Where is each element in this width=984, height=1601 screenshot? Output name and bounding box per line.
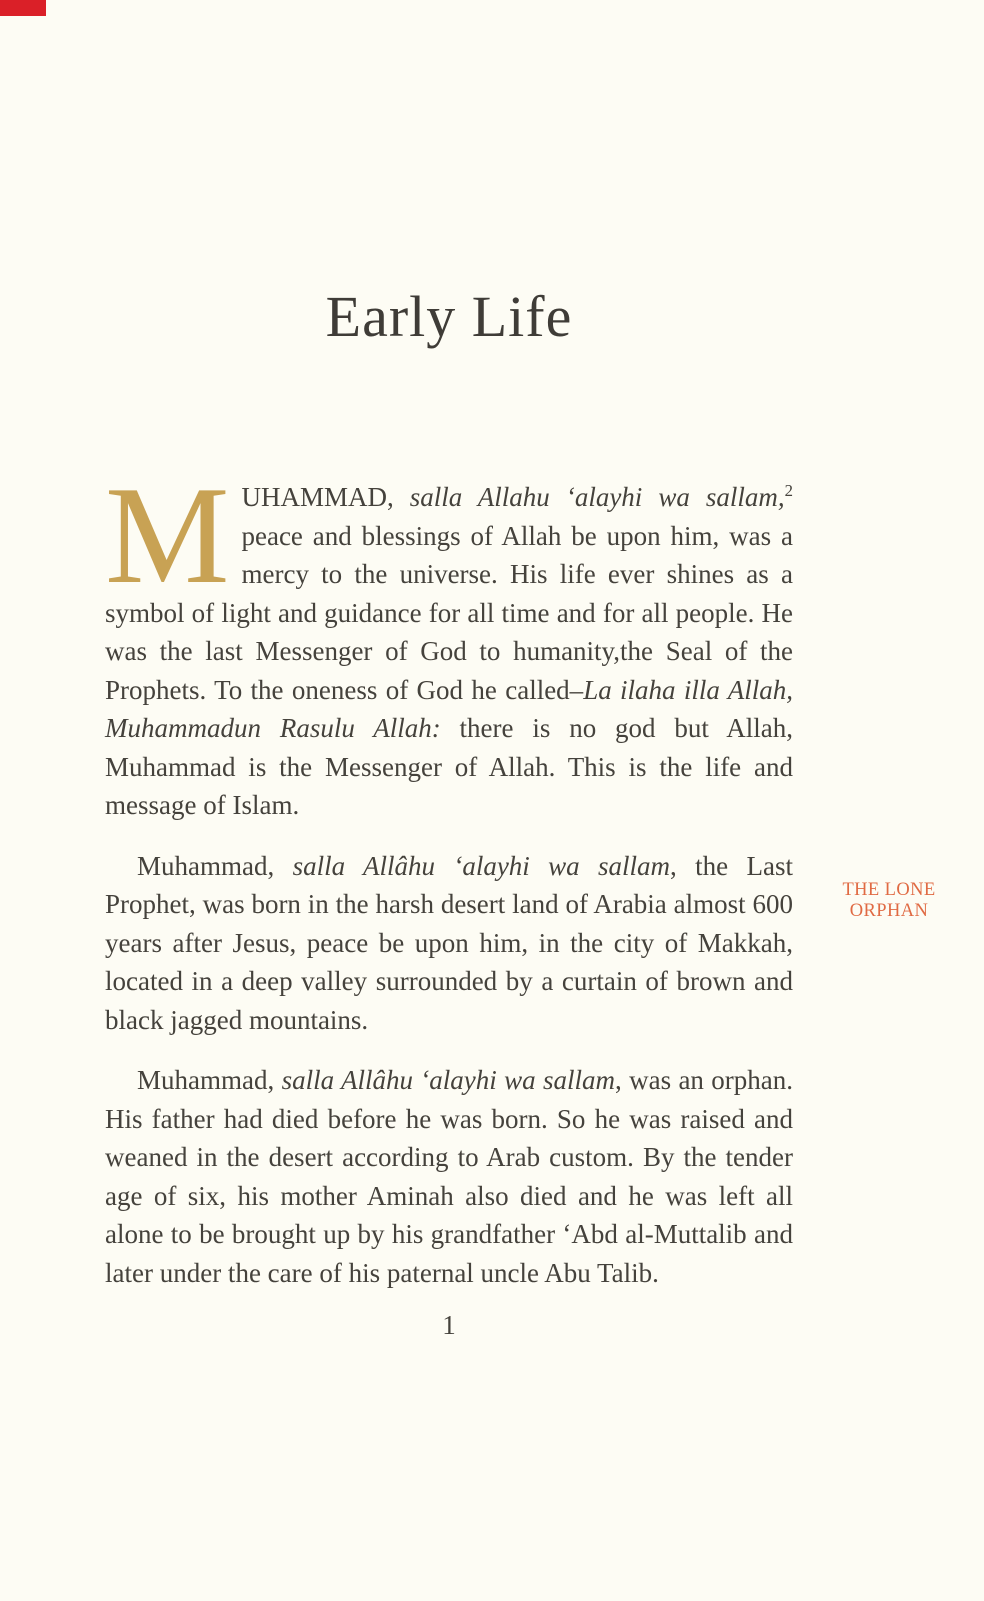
chapter-title: Early Life xyxy=(325,284,573,349)
paragraph-opening xyxy=(105,458,794,825)
paragraph-orphan: Muhammad, salla Allâhu ‘alayhi wa sallam, was an orphan. His father had died before he was born. So he was raised and weaned in the desert according to Arab custom. By the tender age of six, his mother Aminah also died and he was left all alone to be brought up by his grandfather ‘Abd al-Muttalib and later under the care of his paternal uncle Abu Talib. xyxy=(105,1065,793,1288)
scan-red-corner-mark xyxy=(0,0,46,16)
text-column xyxy=(105,0,793,1341)
page-number: 1 xyxy=(442,1310,456,1340)
margin-note-the-lone-orphan: THE LONE ORPHAN xyxy=(842,880,936,921)
paragraph-birth: Muhammad, salla Allâhu ‘alayhi wa sallam, the Last Prophet, was born in the harsh desert land of Arabia almost 600 years after Jesus, peace be upon him, in the city of Makkah, located in a deep valley surrounded by a curtain of brown and black jagged mountains. xyxy=(105,850,793,1035)
paragraph-opening-text: UHAMMAD, salla Allahu ‘alayhi wa sallam,$^2$ peace and blessings of Allah be upon him, was a mercy to the universe. His life ever shines as a symbol of light and guidance for all time and for all people. He was the last Messenger of God to humanity,the Seal of the Prophets. To the oneness of God he called–La ilaha illa Allah, Muhammadun Rasulu Allah: there is no god but Allah, Muhammad is the Messenger of Allah. This is the life and message of Islam. xyxy=(105,481,794,820)
drop-cap-letter: M xyxy=(105,458,230,613)
